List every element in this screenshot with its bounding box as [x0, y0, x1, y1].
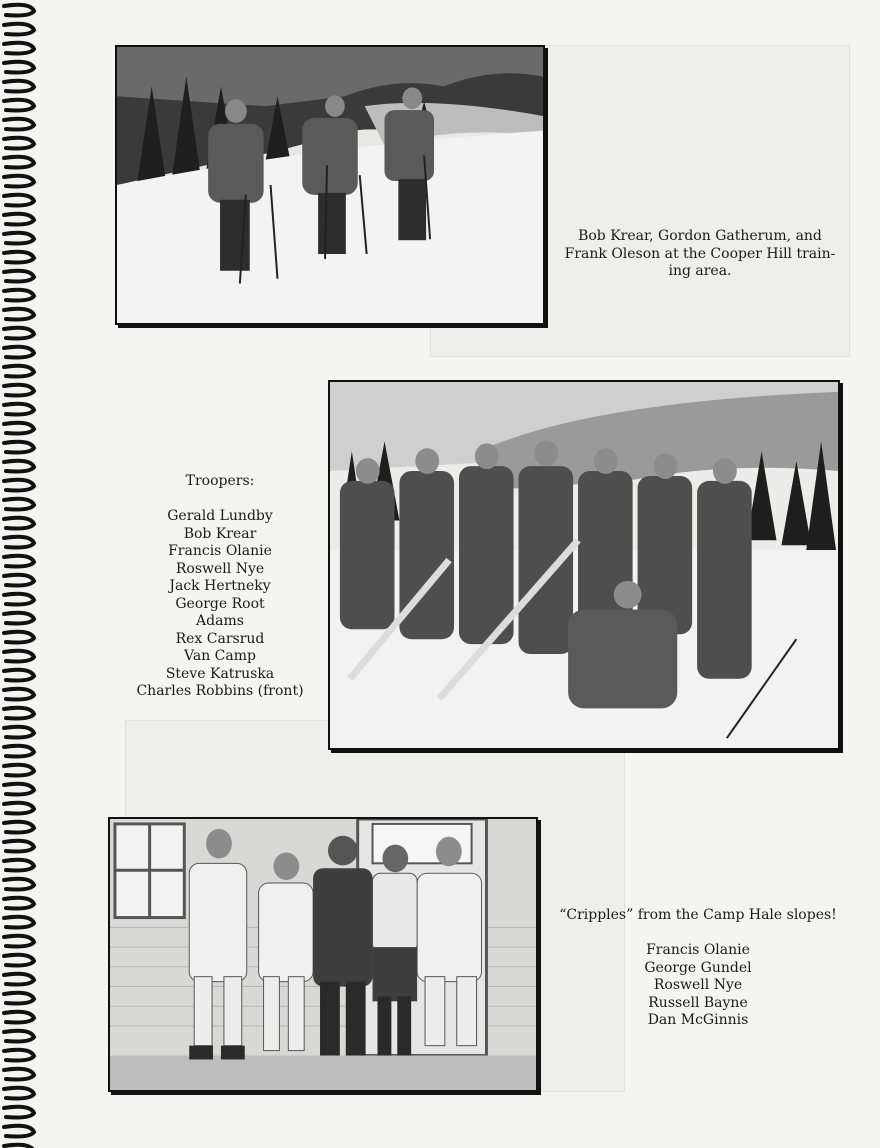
binding-coil — [4, 670, 34, 681]
binding-coil — [4, 499, 34, 510]
binding-coil — [4, 1107, 34, 1118]
binding-coil — [4, 765, 34, 776]
trooper-name: Rex Carsrud — [175, 630, 265, 647]
binding-coil — [4, 309, 34, 320]
binding-coil — [4, 594, 34, 605]
caption-line: Frank Oleson at the Cooper Hill train- — [564, 245, 836, 262]
trooper-name: George Gundel — [644, 959, 752, 976]
binding-coil — [4, 233, 34, 244]
binding-coil — [4, 480, 34, 491]
spiral-binding — [0, 0, 42, 1148]
binding-coil — [4, 43, 34, 54]
binding-coil — [4, 442, 34, 453]
binding-coil — [4, 100, 34, 111]
binding-coil — [4, 385, 34, 396]
trooper-name: Bob Krear — [183, 525, 257, 542]
caption-line: Bob Krear, Gordon Gatherum, and — [578, 228, 822, 244]
caption-heading: Troopers: — [185, 473, 255, 489]
binding-coil — [4, 119, 34, 130]
binding-coil — [4, 955, 34, 966]
trooper-name: Dan McGinnis — [647, 1012, 749, 1028]
binding-coil — [4, 974, 34, 985]
binding-coil — [4, 252, 34, 263]
trooper-name: Francis Olanie — [646, 942, 750, 958]
photo-cooper-hill — [115, 45, 545, 325]
binding-coil — [4, 518, 34, 529]
spacer — [120, 491, 320, 509]
binding-coil — [4, 575, 34, 586]
binding-coil — [4, 62, 34, 73]
trooper-name: Adams — [196, 613, 244, 629]
caption-heading: “Cripples” from the Camp Hale slopes! — [559, 907, 837, 923]
binding-coil — [4, 727, 34, 738]
binding-coil — [4, 214, 34, 225]
trooper-name: Russell Bayne — [648, 994, 748, 1011]
binding-coil — [4, 993, 34, 1004]
binding-coil — [4, 81, 34, 92]
spacer — [548, 925, 848, 943]
binding-coil — [4, 5, 34, 16]
binding-coil — [4, 423, 34, 434]
binding-coil — [4, 632, 34, 643]
binding-coil — [4, 138, 34, 149]
trooper-name: Charles Robbins (front) — [136, 683, 304, 699]
binding-coil — [4, 708, 34, 719]
binding-coil — [4, 1069, 34, 1080]
binding-coil — [4, 936, 34, 947]
binding-coil — [4, 328, 34, 339]
photo-troopers — [328, 380, 840, 750]
trooper-name: Gerald Lundby — [167, 508, 273, 524]
binding-coil — [4, 841, 34, 852]
trooper-name: Roswell Nye — [653, 977, 743, 993]
binding-coil — [4, 537, 34, 548]
binding-coil — [4, 1126, 34, 1137]
binding-coil — [4, 651, 34, 662]
binding-coil — [4, 556, 34, 567]
binding-coil — [4, 784, 34, 795]
binding-coil — [4, 822, 34, 833]
binding-coil — [4, 898, 34, 909]
trooper-name: Francis Olanie — [168, 543, 272, 559]
binding-coil — [4, 195, 34, 206]
caption-camp-hale — [548, 907, 848, 1030]
binding-coil — [4, 404, 34, 415]
binding-coil — [4, 613, 34, 624]
binding-coil — [4, 879, 34, 890]
binding-coil — [4, 917, 34, 928]
trooper-name: Jack Hertneky — [169, 578, 271, 594]
binding-coil — [4, 803, 34, 814]
trooper-name: Roswell Nye — [175, 560, 265, 577]
binding-coil — [4, 1031, 34, 1042]
trooper-name: Steve Katruska — [165, 665, 275, 682]
binding-coil — [4, 347, 34, 358]
binding-coil — [4, 461, 34, 472]
photo-camp-hale-cripples — [108, 817, 538, 1092]
trooper-name: George Root — [175, 595, 265, 612]
binding-coil — [4, 689, 34, 700]
binding-coil — [4, 366, 34, 377]
binding-coil — [4, 271, 34, 282]
trooper-name: Van Camp — [184, 648, 256, 664]
binding-coil — [4, 746, 34, 757]
caption-cooper-hill — [555, 228, 845, 281]
binding-coil — [4, 157, 34, 168]
binding-coil — [4, 1012, 34, 1023]
binding-coil — [4, 1088, 34, 1099]
binding-coil — [4, 24, 34, 35]
caption-line: ing area. — [668, 263, 732, 279]
caption-troopers — [120, 473, 320, 701]
binding-coil — [4, 1050, 34, 1061]
binding-coil — [4, 860, 34, 871]
binding-coil — [4, 176, 34, 187]
binding-coil — [4, 290, 34, 301]
